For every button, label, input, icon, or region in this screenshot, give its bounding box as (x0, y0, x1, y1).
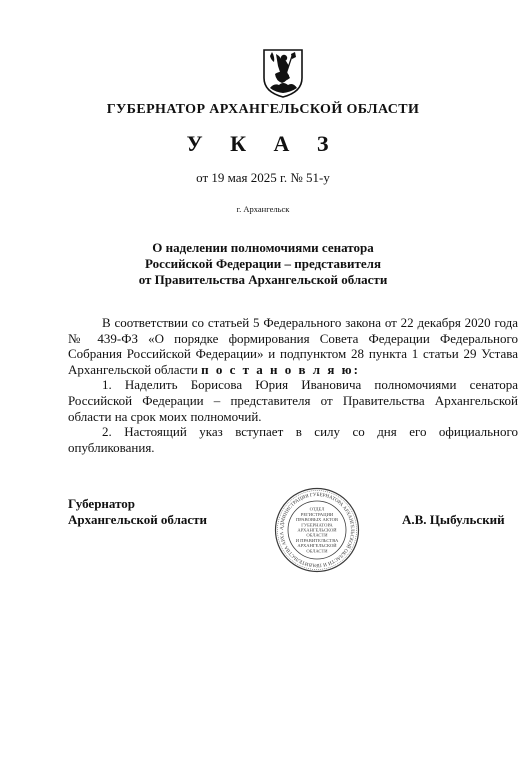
arkhangelsk-coat-of-arms-icon (262, 48, 304, 98)
document-city: г. Архангельск (236, 204, 290, 214)
document-subject (0, 240, 526, 288)
seal-inner-line: РЕГИСТРАЦИИ (300, 511, 334, 517)
signer-position-line: Архангельской области (68, 512, 208, 527)
subject-line: О наделении полномочиями сенатора (152, 240, 374, 255)
document-body (68, 315, 518, 455)
document-date-number: от 19 мая 2025 г. № 51-у (196, 170, 330, 185)
preamble-text: В соответствии со статьей 5 Федерального закона от 22 декабря 2020 года № 439-ФЗ «О порядке формирования Совета Федерации Федерального Собрания Российской Федерации» и подпунктом 28 пункта 1 статьи 29 Устава Архангельской области (68, 315, 518, 377)
decree-colon: : (353, 361, 358, 377)
seal-inner-line: ОБЛАСТИ (306, 532, 328, 538)
subject-line: Российской Федерации – представителя (145, 256, 381, 271)
seal-inner-line: И ПРАВИТЕЛЬСТВА (295, 537, 339, 543)
seal-inner-line: АРХАНГЕЛЬСКОЙ (297, 527, 337, 533)
seal-inner-line: ПРАВОВЫХ АКТОВ (295, 517, 339, 523)
signer-position-line: Губернатор (68, 496, 136, 511)
issuing-authority: ГУБЕРНАТОР АРХАНГЕЛЬСКОЙ ОБЛАСТИ (106, 102, 420, 117)
document-type: У К А З (186, 131, 340, 156)
seal-inner-line: ОТДЕЛ (309, 506, 325, 512)
decree-item-2: 2. Настоящий указ вступает в силу со дня его официального опубликования. (68, 424, 518, 455)
signer-position (68, 496, 207, 528)
decree-word: п о с т а н о в л я ю (201, 361, 354, 377)
seal-inner-line: ОБЛАСТИ (306, 548, 328, 554)
seal-ring-text: АДМИНИСТРАЦИЯ ГУБЕРНАТОРА АРХАНГЕЛЬСКОЙ ОБЛАСТИ И ПРАВИТЕЛЬСТВА АРХА (279, 492, 355, 568)
preamble-paragraph (68, 315, 518, 377)
decree-item-1: 1. Наделить Борисова Юрия Ивановича полномочиями сенатора Российской Федерации – представителя от Правительства Архангельской области на срок моих полномочий. (68, 377, 518, 424)
official-round-seal-icon (274, 487, 360, 573)
seal-inner-line: АРХАНГЕЛЬСКОЙ (297, 543, 337, 549)
subject-line: от Правительства Архангельской области (138, 272, 388, 287)
signer-name: А.В. Цыбульский (402, 512, 505, 527)
seal-inner-line: ГУБЕРНАТОРА (301, 522, 333, 528)
